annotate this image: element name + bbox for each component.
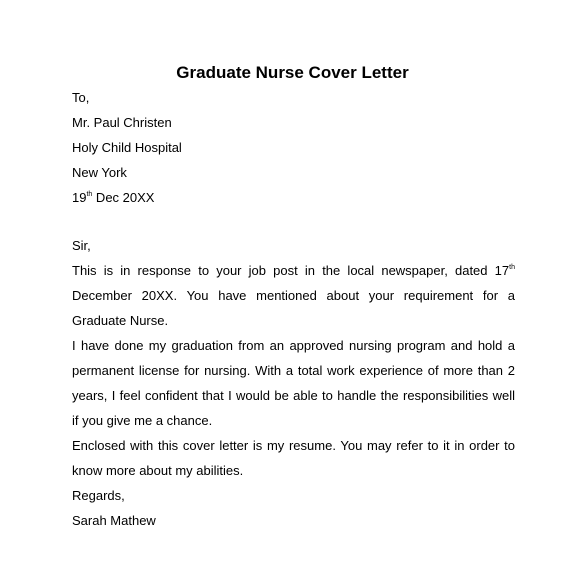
date-day: 19	[72, 190, 87, 205]
paragraph-1	[72, 258, 515, 333]
document-title: Graduate Nurse Cover Letter	[176, 63, 409, 82]
letter-date	[72, 185, 515, 210]
recipient-organization: Holy Child Hospital	[72, 140, 182, 155]
recipient-city: New York	[72, 165, 127, 180]
signature: Sarah Mathew	[72, 513, 156, 528]
paragraph-1-text-start: This is in response to your job post in the local newspaper, dated 17	[72, 263, 510, 278]
letter-body	[72, 233, 515, 533]
paragraph-1-date-suffix: th	[509, 264, 515, 271]
salutation: Sir,	[72, 238, 91, 253]
closing: Regards,	[72, 488, 125, 503]
date-suffix: th	[86, 191, 93, 198]
recipient-name: Mr. Paul Christen	[72, 115, 172, 130]
paragraph-3: Enclosed with this cover letter is my resume. You may refer to it in order to know more about my abilities.	[72, 438, 515, 478]
recipient-address	[72, 85, 515, 210]
paragraph-2: I have done my graduation from an approved nursing program and hold a permanent license for nursing. With a total work experience of more than 2 years, I feel confident that I would be able to handle the responsibilities well if you give me a chance.	[72, 338, 515, 428]
date-rest: Dec 20XX	[92, 190, 155, 205]
paragraph-1-text-end: December 20XX. You have mentioned about your requirement for a Graduate Nurse.	[72, 288, 515, 328]
to-line: To,	[72, 90, 90, 105]
